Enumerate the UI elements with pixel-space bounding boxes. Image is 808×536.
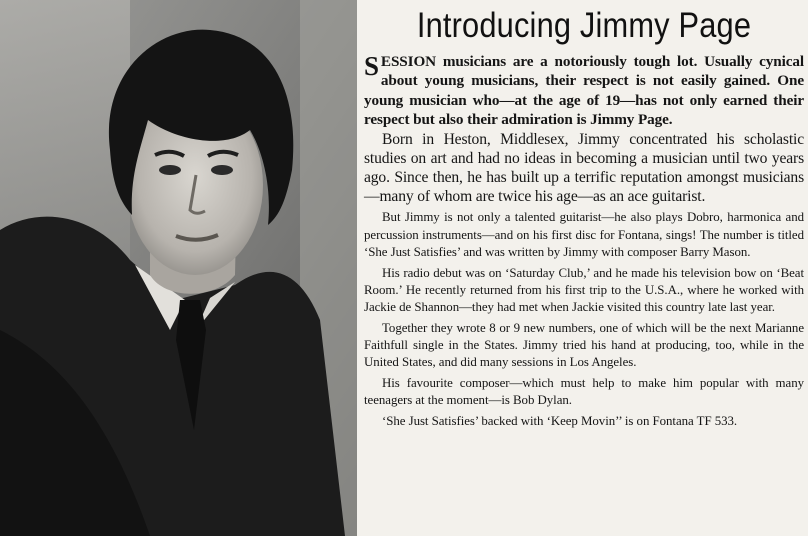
lede-paragraph — [364, 52, 804, 130]
lede-first-word: ESSION — [380, 53, 437, 70]
portrait-illustration — [0, 0, 357, 536]
paragraph-instruments: But Jimmy is not only a talented guitarist—he also plays Dobro, harmonica and percussion instruments—and on his first disc for Fontana, sings! The number is titled ‘She Just Satisfies’ and was written by Jimmy with composer Barry Mason. — [364, 210, 804, 259]
paragraph-favourite-composer: His favourite composer—which must help to make him popular with many teenagers at the moment—is Bob Dylan. — [364, 376, 804, 408]
paragraph-release: ‘She Just Satisfies’ backed with ‘Keep Movin’’ is on Fontana TF 533. — [382, 414, 738, 429]
paragraph-background: Born in Heston, Middlesex, Jimmy concentrated his scholastic studies on art and had no ideas in becoming a musician until two years ago. Since then, he has built up a terrific reputation amongst musicians—many of whom are twice his age—as an ace guitarist. — [364, 130, 804, 206]
drop-cap: S — [364, 51, 379, 81]
portrait-photo — [0, 0, 357, 536]
lede-text: musicians are a notoriously tough lot. Usually cynical about young musicians, their respect is not easily gained. One young musician who—at the age of 19—has not only earned their respect but also their admiration is Jimmy Page. — [364, 53, 804, 129]
article — [364, 0, 804, 536]
paragraph-songwriting: Together they wrote 8 or 9 new numbers, one of which will be the next Marianne Faithfull single in the States. Jimmy tried his hand at producing, too, while in the United States, and did many sessions in Los Angeles. — [364, 321, 804, 370]
article-body — [364, 52, 804, 431]
paragraph-radio-debut: His radio debut was on ‘Saturday Club,’ and he made his television bow on ‘Beat Room.’ He recently returned from his first trip to the U.S.A., where he worked with Jackie de Shannon—they had met when Jackie visited this country late last year. — [364, 265, 804, 314]
headline: Introducing Jimmy Page — [416, 6, 752, 45]
